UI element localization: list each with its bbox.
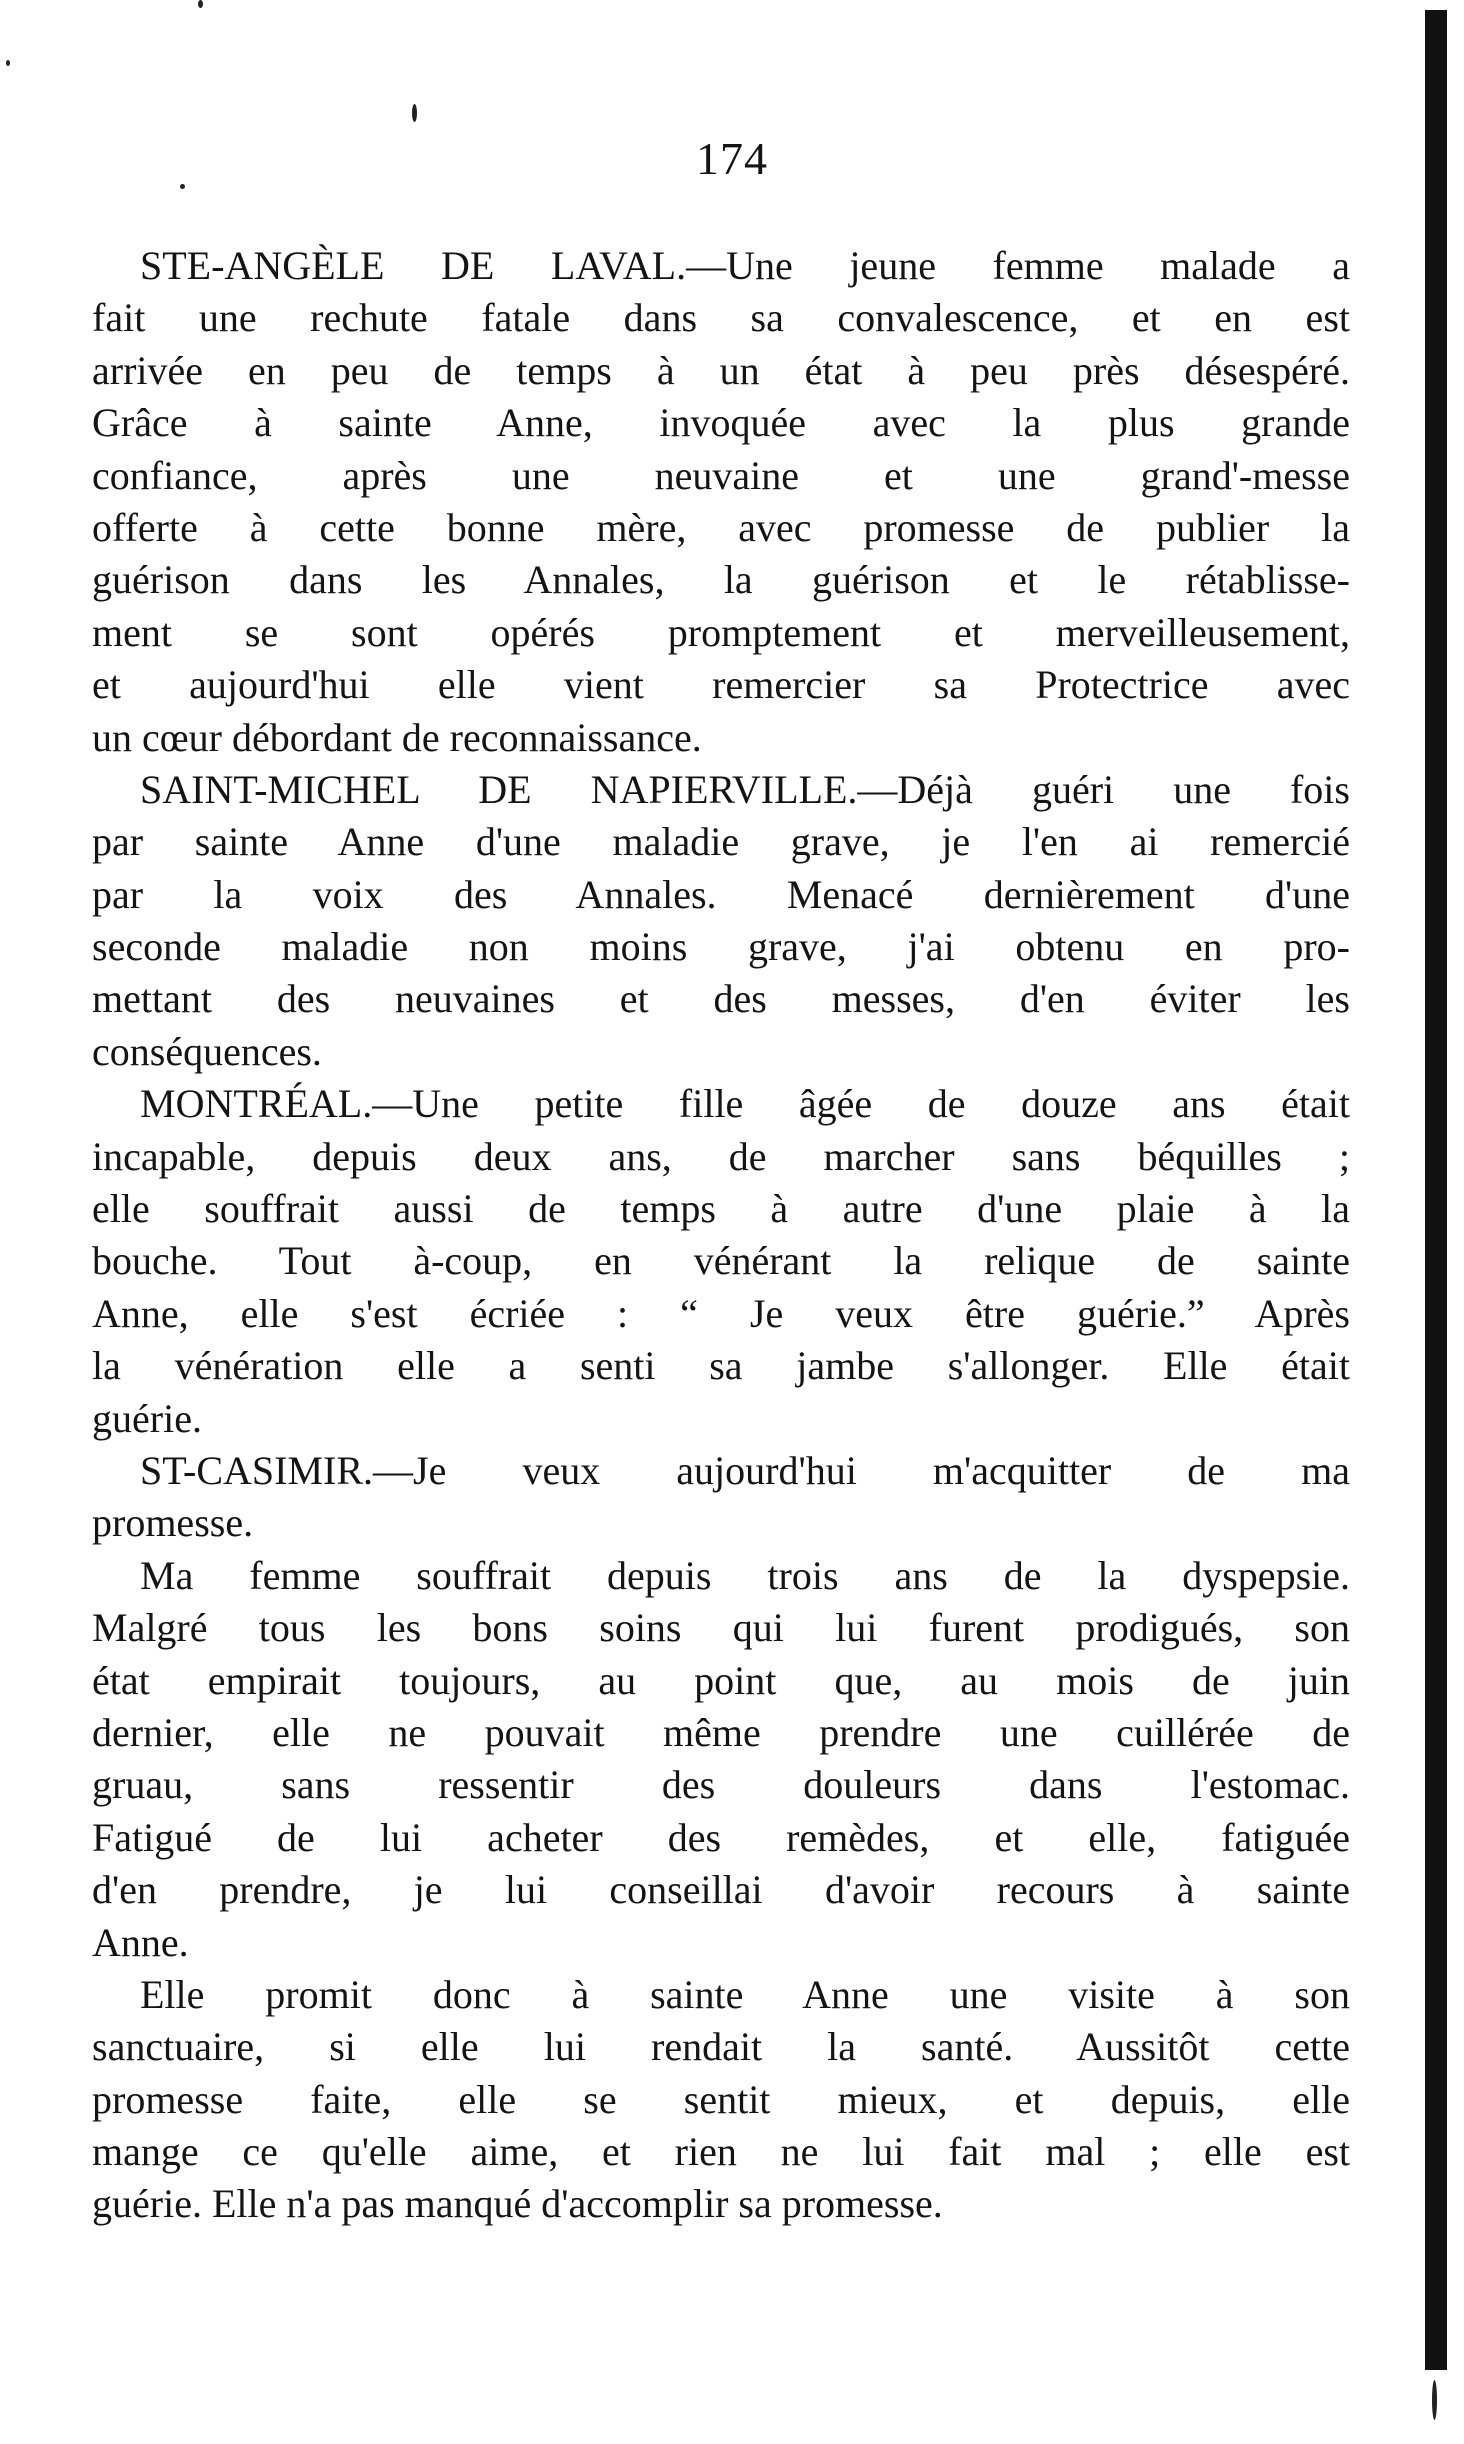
text-line: bouche. Tout à-coup, en vénérant la relique de sainte bbox=[92, 1238, 1350, 1284]
page-text bbox=[92, 240, 1350, 2231]
text-line: Malgré tous les bons soins qui lui furent prodigués, son bbox=[92, 1605, 1350, 1651]
text-line: promesse. bbox=[92, 1500, 254, 1546]
text-line: Anne. bbox=[92, 1919, 189, 1965]
scan-speck bbox=[198, 0, 203, 8]
text-line: Ma femme souffrait depuis trois ans de la dyspepsie. bbox=[140, 1552, 1350, 1598]
text-line: sanctuaire, si elle lui rendait la santé. Aussitôt cette bbox=[92, 2024, 1350, 2070]
text-line: SAINT-MICHEL DE NAPIERVILLE.—Déjà guéri une fois bbox=[140, 766, 1350, 812]
scan-speck bbox=[412, 104, 417, 122]
text-line: et aujourd'hui elle vient remercier sa Protectrice avec bbox=[92, 662, 1350, 708]
text-line: offerte à cette bonne mère, avec promesse de publier la bbox=[92, 504, 1350, 550]
text-line: Grâce à sainte Anne, invoquée avec la plus grande bbox=[92, 400, 1350, 446]
text-line: conséquences. bbox=[92, 1028, 322, 1074]
text-line: Fatigué de lui acheter des remèdes, et elle, fatiguée bbox=[92, 1814, 1350, 1860]
page-edge-rule bbox=[1425, 10, 1447, 2370]
text-line: d'en prendre, je lui conseillai d'avoir recours à sainte bbox=[92, 1867, 1350, 1913]
text-line: Anne, elle s'est écriée : “ Je veux être guérie.” Après bbox=[92, 1290, 1350, 1336]
text-line: la vénération elle a senti sa jambe s'allonger. Elle était bbox=[92, 1343, 1350, 1389]
text-line: guérie. Elle n'a pas manqué d'accomplir sa promesse. bbox=[92, 2181, 943, 2227]
page-number: 174 bbox=[696, 133, 768, 184]
text-line: mettant des neuvaines et des messes, d'en éviter les bbox=[92, 976, 1350, 1022]
text-line: par la voix des Annales. Menacé dernièrement d'une bbox=[92, 871, 1350, 917]
scan-speck bbox=[6, 60, 10, 66]
text-line: ment se sont opérés promptement et merveilleusement, bbox=[92, 609, 1350, 655]
text-line: STE-ANGÈLE DE LAVAL.—Une jeune femme malade a bbox=[140, 243, 1350, 288]
scan-speck bbox=[1432, 2380, 1437, 2420]
text-line: mange ce qu'elle aime, et rien ne lui fait mal ; elle est bbox=[92, 2129, 1350, 2175]
text-line: par sainte Anne d'une maladie grave, je l'en ai remercié bbox=[92, 819, 1350, 865]
text-line: guérie. bbox=[92, 1395, 202, 1441]
text-line: fait une rechute fatale dans sa convalescence, et en est bbox=[92, 295, 1350, 341]
text-line: guérison dans les Annales, la guérison et le rétablisse- bbox=[92, 557, 1350, 603]
text-line: dernier, elle ne pouvait même prendre une cuillérée de bbox=[92, 1709, 1350, 1755]
text-line: ST-CASIMIR.—Je veux aujourd'hui m'acquitter de ma bbox=[140, 1447, 1350, 1493]
text-line: seconde maladie non moins grave, j'ai obtenu en pro- bbox=[92, 924, 1350, 970]
text-line: incapable, depuis deux ans, de marcher sans béquilles ; bbox=[92, 1133, 1350, 1179]
text-line: elle souffrait aussi de temps à autre d'une plaie à la bbox=[92, 1186, 1350, 1232]
text-line: arrivée en peu de temps à un état à peu près désespéré. bbox=[92, 347, 1350, 393]
text-line: un cœur débordant de reconnaissance. bbox=[92, 714, 702, 760]
text-line: état empirait toujours, au point que, au mois de juin bbox=[92, 1657, 1350, 1703]
text-line: Elle promit donc à sainte Anne une visite à son bbox=[140, 1971, 1350, 2017]
text-line: gruau, sans ressentir des douleurs dans l'estomac. bbox=[92, 1762, 1350, 1808]
text-line: confiance, après une neuvaine et une grand'-messe bbox=[92, 452, 1350, 498]
text-line: MONTRÉAL.—Une petite fille âgée de douze ans était bbox=[140, 1081, 1350, 1127]
text-line: promesse faite, elle se sentit mieux, et depuis, elle bbox=[92, 2076, 1350, 2122]
